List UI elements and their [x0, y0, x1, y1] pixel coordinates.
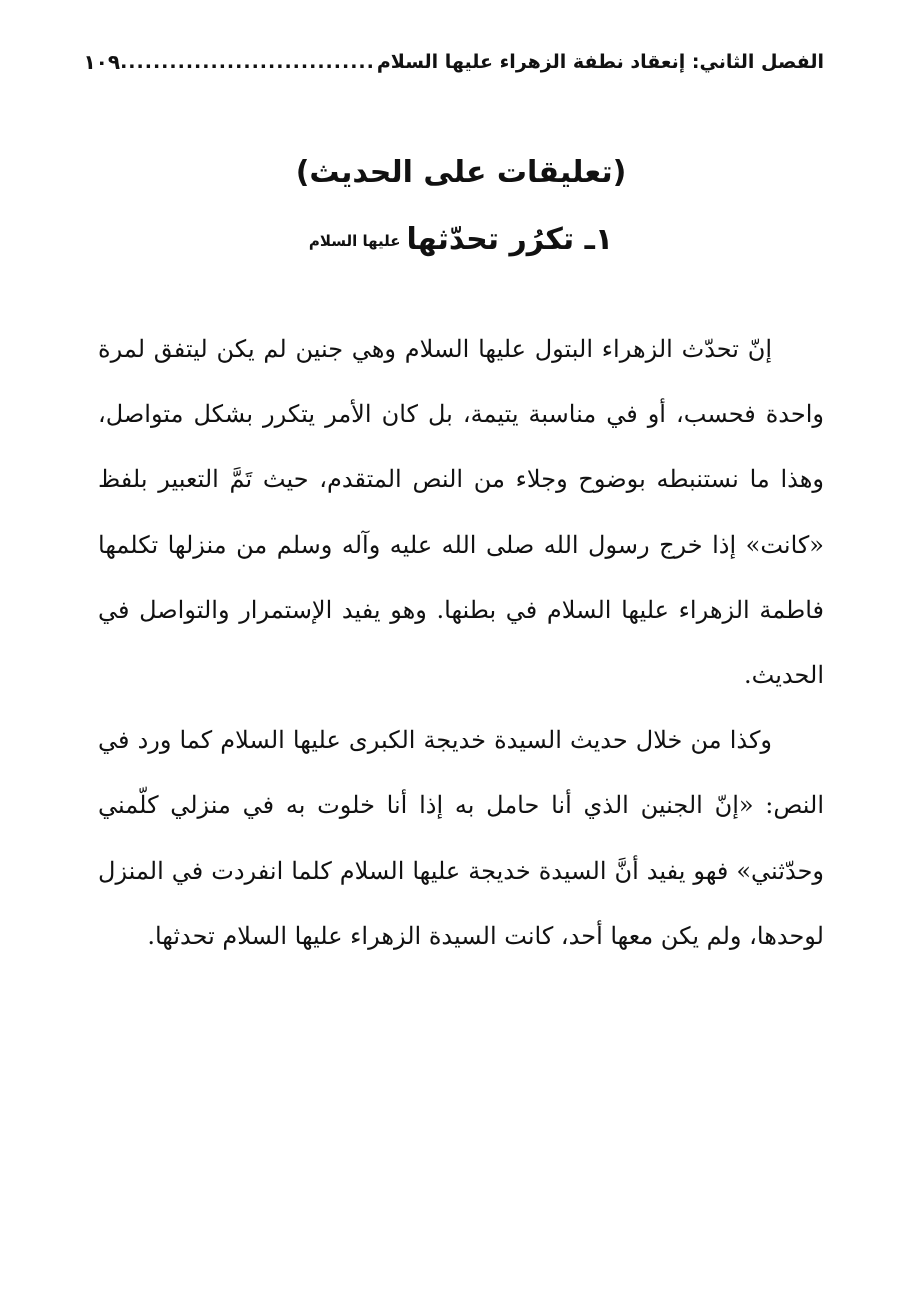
paragraph-1: إنّ تحدّث الزهراء البتول عليها السلام وهي جنين لم يكن ليتفق لمرة واحدة فحسب، أو في مناسبة يتيمة، بل كان الأمر يتكرر بشكل متواصل، وهذا ما نستنبطه بوضوح وجلاء من النص المتقدم، حيث تَمَّ التعبير بلفظ «كانت» إذا خرج رسول الله صلى الله عليه وآله وسلم من منزلها تكلمها فاطمة الزهراء عليها السلام في بطنها. وهو يفيد الإستمرار والتواصل في الحديث.	[98, 335, 824, 690]
chapter-header	[120, 51, 824, 73]
running-header	[83, 42, 824, 82]
paragraph-2: وكذا من خلال حديث السيدة خديجة الكبرى عليها السلام كما ورد في النص: «إنّ الجنين الذي أنا حامل به إذا أنا خلوت به في منزلي كلّمني وحدّثني» فهو يفيد أنَّ السيدة خديجة عليها السلام كلما انفردت في المنزل لوحدها، ولم يكن معها أحد، كانت السيدة الزهراء عليها السلام تحدثها.	[98, 726, 825, 950]
chapter-title: الفصل الثاني: إنعقاد نطفة الزهراء عليها السلام	[376, 51, 824, 73]
subsection-heading	[98, 222, 824, 257]
page-number: ١٠٩	[83, 50, 121, 74]
leader-dots: ...............................	[120, 51, 375, 73]
honorific-mark: عليها السلام	[308, 231, 401, 250]
subsection-title: ١ـ تكرُر تحدّثها	[406, 222, 614, 257]
section-title: (تعليقات على الحديث)	[295, 155, 627, 190]
body-text	[98, 317, 824, 969]
